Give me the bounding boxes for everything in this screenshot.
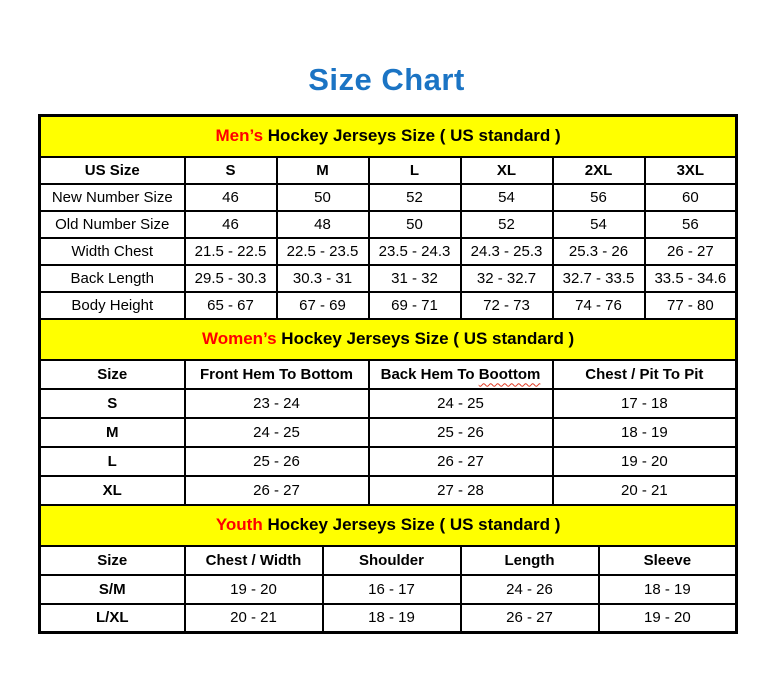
- youth-header-size: Size: [40, 546, 185, 575]
- table-cell: 25 - 26: [185, 447, 369, 476]
- row-label: Width Chest: [40, 238, 185, 265]
- table-cell: 20 - 21: [553, 476, 737, 505]
- table-cell: 65 - 67: [185, 292, 277, 319]
- row-label: M: [40, 418, 185, 447]
- table-cell: 74 - 76: [553, 292, 645, 319]
- table-cell: 46: [185, 184, 277, 211]
- table-cell: 26 - 27: [185, 476, 369, 505]
- table-cell: 46: [185, 211, 277, 238]
- size-chart-table: [38, 114, 738, 634]
- youth-header-sleeve: Sleeve: [599, 546, 737, 575]
- row-label: S: [40, 389, 185, 418]
- table-cell: 60: [645, 184, 737, 211]
- table-cell: 33.5 - 34.6: [645, 265, 737, 292]
- table-row: [40, 418, 737, 447]
- youth-header-length: Length: [461, 546, 599, 575]
- table-cell: 17 - 18: [553, 389, 737, 418]
- table-cell: 67 - 69: [277, 292, 369, 319]
- womens-section-band: [40, 319, 737, 360]
- mens-header-row: [40, 157, 737, 184]
- table-cell: 50: [277, 184, 369, 211]
- table-cell: 24 - 25: [369, 389, 553, 418]
- table-cell: 25.3 - 26: [553, 238, 645, 265]
- table-cell: 26 - 27: [645, 238, 737, 265]
- row-label: S/M: [40, 575, 185, 604]
- row-label: Back Length: [40, 265, 185, 292]
- table-cell: 24 - 26: [461, 575, 599, 604]
- mens-header-s: S: [185, 157, 277, 184]
- table-cell: 31 - 32: [369, 265, 461, 292]
- table-cell: 21.5 - 22.5: [185, 238, 277, 265]
- womens-band-accent: Women’s: [201, 329, 277, 348]
- table-cell: 54: [553, 211, 645, 238]
- mens-header-2xl: 2XL: [553, 157, 645, 184]
- table-cell: 56: [645, 211, 737, 238]
- table-cell: 26 - 27: [369, 447, 553, 476]
- table-cell: 56: [553, 184, 645, 211]
- youth-header: [40, 546, 737, 575]
- table-cell: 19 - 20: [599, 604, 737, 633]
- womens-header-back-hem: [369, 360, 553, 389]
- table-cell: 22.5 - 23.5: [277, 238, 369, 265]
- row-label: New Number Size: [40, 184, 185, 211]
- table-cell: 16 - 17: [323, 575, 461, 604]
- table-row: [40, 238, 737, 265]
- womens-section: [40, 319, 737, 360]
- womens-rows: [40, 389, 737, 505]
- table-cell: 19 - 20: [185, 575, 323, 604]
- youth-rows: [40, 575, 737, 633]
- table-cell: 52: [461, 211, 553, 238]
- table-cell: 50: [369, 211, 461, 238]
- table-cell: 18 - 19: [553, 418, 737, 447]
- row-label: L: [40, 447, 185, 476]
- table-row: [40, 604, 737, 633]
- page-title: Size Chart: [308, 62, 465, 97]
- womens-header-row: [40, 360, 737, 389]
- youth-section-band: [40, 505, 737, 546]
- mens-header-m: M: [277, 157, 369, 184]
- row-label: Body Height: [40, 292, 185, 319]
- mens-section: [40, 116, 737, 319]
- table-cell: 20 - 21: [185, 604, 323, 633]
- table-row: [40, 575, 737, 604]
- mens-header-xl: XL: [461, 157, 553, 184]
- mens-header-3xl: 3XL: [645, 157, 737, 184]
- table-row: [40, 476, 737, 505]
- table-cell: 25 - 26: [369, 418, 553, 447]
- table-row: [40, 389, 737, 418]
- womens-header-front-hem: Front Hem To Bottom: [185, 360, 369, 389]
- table-cell: 19 - 20: [553, 447, 737, 476]
- youth-band-rest: Hockey Jerseys Size ( US standard ): [262, 515, 561, 534]
- youth-band-title: [40, 505, 737, 546]
- table-cell: 24 - 25: [185, 418, 369, 447]
- mens-header-l: L: [369, 157, 461, 184]
- table-cell: 77 - 80: [645, 292, 737, 319]
- table-cell: 26 - 27: [461, 604, 599, 633]
- table-cell: 18 - 19: [323, 604, 461, 633]
- womens-header: [40, 360, 737, 389]
- table-cell: 23.5 - 24.3: [369, 238, 461, 265]
- womens-band-title: [40, 319, 737, 360]
- table-row: [40, 184, 737, 211]
- table-cell: 54: [461, 184, 553, 211]
- table-cell: 18 - 19: [599, 575, 737, 604]
- mens-header-us-size: US Size: [40, 157, 185, 184]
- table-cell: 30.3 - 31: [277, 265, 369, 292]
- table-cell: 52: [369, 184, 461, 211]
- table-cell: 29.5 - 30.3: [185, 265, 277, 292]
- youth-header-chest-width: Chest / Width: [185, 546, 323, 575]
- back-hem-misspelled-word: Boottom: [478, 365, 541, 383]
- mens-band-accent: Men’s: [215, 126, 264, 146]
- back-hem-label-prefix: Back Hem To: [380, 365, 479, 383]
- mens-section-band: [40, 116, 737, 157]
- row-label: Old Number Size: [40, 211, 185, 238]
- mens-band-rest: Hockey Jerseys Size ( US standard ): [263, 126, 561, 146]
- youth-section: [40, 505, 737, 546]
- table-cell: 23 - 24: [185, 389, 369, 418]
- table-cell: 48: [277, 211, 369, 238]
- row-label: L/XL: [40, 604, 185, 633]
- womens-header-size: Size: [40, 360, 185, 389]
- mens-band-title: [40, 116, 737, 157]
- youth-band-accent: Youth: [215, 515, 263, 534]
- table-cell: 32 - 32.7: [461, 265, 553, 292]
- womens-header-chest: Chest / Pit To Pit: [553, 360, 737, 389]
- table-cell: 27 - 28: [369, 476, 553, 505]
- table-row: [40, 211, 737, 238]
- row-label: XL: [40, 476, 185, 505]
- table-cell: 32.7 - 33.5: [553, 265, 645, 292]
- womens-band-rest: Hockey Jerseys Size ( US standard ): [276, 329, 575, 348]
- table-row: [40, 292, 737, 319]
- youth-header-row: [40, 546, 737, 575]
- table-row: [40, 447, 737, 476]
- youth-header-shoulder: Shoulder: [323, 546, 461, 575]
- table-cell: 72 - 73: [461, 292, 553, 319]
- table-cell: 24.3 - 25.3: [461, 238, 553, 265]
- table-row: [40, 265, 737, 292]
- table-cell: 69 - 71: [369, 292, 461, 319]
